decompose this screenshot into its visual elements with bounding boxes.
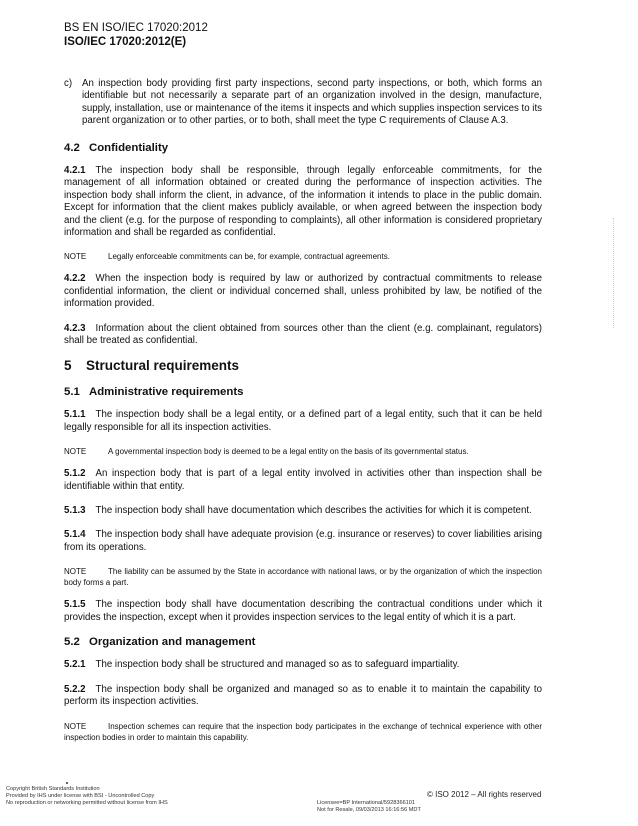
section-heading-5	[64, 357, 542, 373]
clause-4-2-3	[64, 323, 542, 348]
section-heading-4-2	[64, 142, 542, 154]
clause-text: The inspection body shall have documentation describing the contractual conditions under which it provides the inspection, except when it provides inspection services to the legal entity of which it is a part.	[64, 599, 542, 623]
footer-reproduction-line: No reproduction or networking permitted without license from IHS	[6, 800, 168, 807]
clause-text: An inspection body that is part of a legal entity involved in activities other than inspection shall be identifiable within that entity.	[64, 468, 542, 492]
note-4-2-1	[64, 251, 542, 262]
clause-text: The inspection body shall be organized and managed so as to enable it to maintain the capability to perform its inspection activities.	[64, 683, 542, 708]
note-5-2-2	[64, 721, 542, 743]
footer-rights: © ISO 2012 – All rights reserved	[427, 790, 542, 799]
clause-number: 5.1.4	[64, 529, 86, 541]
section-heading-5-1	[64, 386, 542, 398]
clause-5-1-2	[64, 468, 542, 493]
margin-watermark-mark	[613, 218, 620, 328]
note-text: Legally enforceable commitments can be, for example, contractual agreements.	[108, 252, 390, 262]
clause-number: 5.2.1	[64, 659, 86, 671]
clause-number: 4.2.2	[64, 273, 86, 285]
clause-5-1-3	[64, 505, 542, 517]
section-number: 5	[64, 357, 72, 373]
clause-text: The inspection body shall be structured and managed so as to safeguard impartiality.	[95, 659, 460, 671]
section-title: Organization and management	[89, 635, 256, 648]
clause-number: 5.1.2	[64, 468, 86, 480]
standard-reference: BS EN ISO/IEC 17020:2012	[64, 22, 208, 34]
note-text: Inspection schemes can require that the inspection body participates in the exchange of technical experience with other inspection bodies in order to maintain this capability.	[64, 721, 542, 742]
document-reference: ISO/IEC 17020:2012(E)	[64, 36, 187, 48]
note-label: NOTE	[64, 447, 87, 457]
note-text: The liability can be assumed by the State in accordance with national laws, or by the organization of which the inspection body forms a part.	[64, 567, 542, 588]
clause-4-2-1	[64, 165, 542, 239]
section-title: Structural requirements	[86, 357, 240, 373]
footer-copyright-line: Copyright British Standards Institution	[6, 786, 100, 792]
footer-copyright	[6, 786, 168, 808]
note-text: A governmental inspection body is deemed to be a legal entity on the basis of its governmental status.	[108, 447, 469, 457]
section-heading-5-2	[64, 636, 542, 648]
section-title: Administrative requirements	[89, 385, 244, 398]
section-number: 5.2	[64, 635, 80, 648]
clause-5-1-1	[64, 409, 542, 434]
footer-licensee	[317, 800, 421, 814]
note-5-1-1	[64, 446, 542, 457]
section-number: 4.2	[64, 141, 80, 154]
clause-text: When the inspection body is required by law or authorized by contractual commitments to release confidential information, the client or individual concerned shall, unless prohibited by law, be notified of the information provided.	[64, 273, 542, 310]
section-title: Confidentiality	[89, 141, 169, 154]
clause-number: 5.1.5	[64, 599, 86, 611]
page-content	[64, 78, 542, 754]
list-item-c	[64, 78, 542, 128]
section-number: 5.1	[64, 385, 80, 398]
note-label: NOTE	[64, 721, 87, 731]
clause-number: 5.2.2	[64, 683, 86, 695]
clause-5-2-2	[64, 684, 542, 709]
footer-resale-line: Not for Resale, 09/03/2013 16:16:56 MDT	[317, 807, 421, 814]
clause-5-1-5	[64, 599, 542, 624]
note-5-1-4	[64, 566, 542, 588]
clause-text: The inspection body shall be responsible, through legally enforceable commitments, for the management of all information obtained or created during the performance of inspection activities. The inspection body shall inform the client, in advance, of the information it intends to place in the public domain. Except for information that the client makes publicly available, or when agreed between the inspection body and the client (e.g. for the purpose of responding to complaints), all other information is considered proprietary information and shall be regarded as confidential.	[64, 165, 542, 239]
clause-4-2-2	[64, 273, 542, 310]
clause-number: 4.2.1	[64, 165, 86, 177]
clause-5-1-4	[64, 529, 542, 554]
clause-text: Information about the client obtained from sources other than the client (e.g. complainant, regulators) shall be treated as confidential.	[64, 322, 542, 347]
clause-text: The inspection body shall have documentation which describes the activities for which it is competent.	[95, 504, 532, 516]
list-item-label: c)	[64, 78, 73, 89]
list-item-text: An inspection body providing first party inspections, second party inspections, or both, which forms an identifiable but not necessarily a separate part of an organization involved in the design, manufacture, supply, installation, use or maintenance of the items it inspects and which supplies inspection services to its parent organization or to other parties, or to both, shall meet the type C requirements of Clause A.3.	[82, 78, 542, 127]
footer-licensee-line: Licensee=BP International/5928366101	[317, 800, 416, 806]
note-label: NOTE	[64, 252, 87, 262]
clause-text: The inspection body shall be a legal entity, or a defined part of a legal entity, such that it can be held legally responsible for all its inspection activities.	[64, 409, 542, 433]
footer-license-line: Provided by IHS under license with BSI - Uncontrolled Copy	[6, 793, 155, 800]
clause-number: 5.1.3	[64, 504, 86, 516]
clause-5-2-1	[64, 659, 542, 671]
note-label: NOTE	[64, 567, 87, 577]
clause-number: 4.2.3	[64, 322, 86, 334]
footer-dot	[66, 782, 68, 784]
clause-text: The inspection body shall have adequate provision (e.g. insurance or reserves) to cover liabilities arising from its operations.	[64, 529, 542, 553]
clause-number: 5.1.1	[64, 409, 86, 421]
